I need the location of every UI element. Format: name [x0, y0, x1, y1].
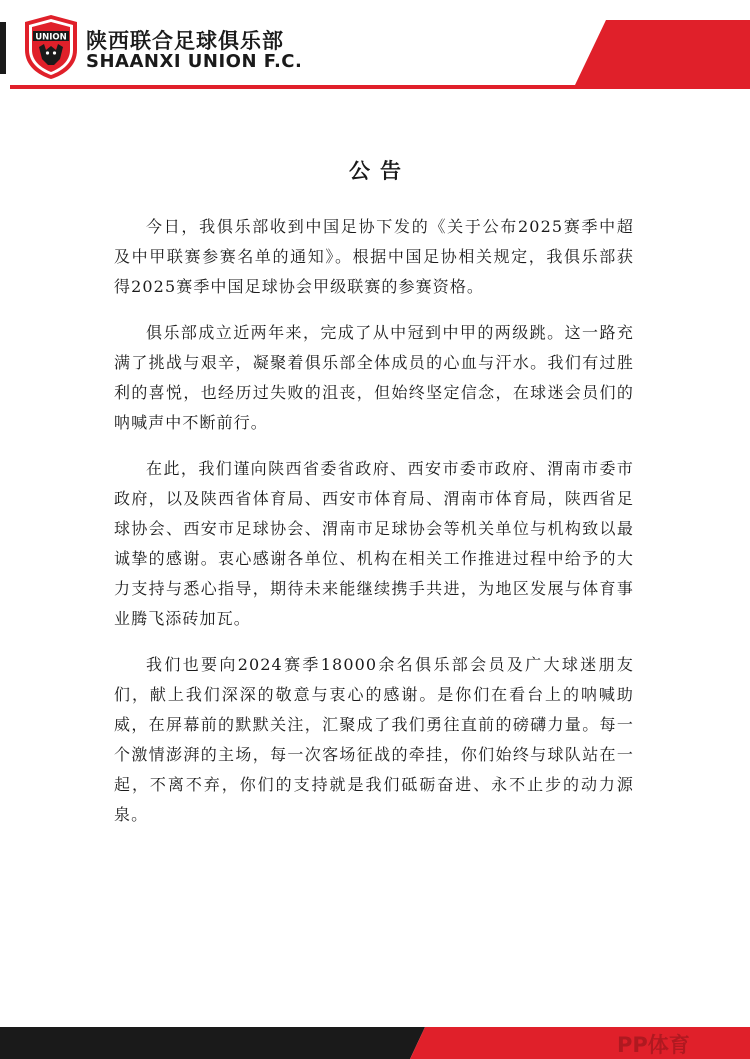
paragraph-3: 在此，我们谨向陕西省委省政府、西安市委市政府、渭南市委市政府，以及陕西省体育局、西安市体育局、渭南市体育局，陕西省足球协会、西安市足球协会、渭南市足球协会等机关单位与机构致以最诚挚的感谢。衷心感谢各单位、机构在相关工作推进过程中给予的大力支持与悉心指导，期待未来能继续携手共进，为地区发展与体育事业腾飞添砖加瓦。: [114, 459, 634, 628]
footer-dark-band: [0, 1027, 425, 1059]
header-red-line: [10, 85, 750, 89]
document-title: 公告: [349, 158, 411, 183]
footer-red-band: [410, 1027, 750, 1059]
watermark: PP体育: [617, 1033, 690, 1057]
paragraph-1: 今日，我俱乐部收到中国足协下发的《关于公布2025赛季中超及中甲联赛参赛名单的通知》。根据中国足协相关规定，我俱乐部获得2025赛季中国足球协会甲级联赛的参赛资格。: [114, 217, 634, 296]
paragraph-2: 俱乐部成立近两年来，完成了从中冠到中甲的两级跳。这一路充满了挑战与艰辛，凝聚着俱乐部全体成员的心血与汗水。我们有过胜利的喜悦，也经历过失败的沮丧，但始终坚定信念，在球迷会员们的呐喊声中不断前行。: [114, 323, 634, 432]
paragraph-4: 我们也要向2024赛季18000余名俱乐部会员及广大球迷朋友们，献上我们深深的敬意与衷心的感谢。是你们在看台上的呐喊助威，在屏幕前的默默关注，汇聚成了我们勇往直前的磅礴力量。每一个激情澎湃的主场，每一次客场征战的牵挂，你们始终与球队站在一起，不离不弃，你们的支持就是我们砥砺奋进、永不止步的动力源泉。: [114, 655, 634, 824]
header-left-bar: [0, 22, 6, 74]
announcement-body: [114, 212, 634, 830]
club-name-cn: 陕西联合足球俱乐部: [86, 29, 284, 53]
header-red-block: [575, 20, 750, 85]
crest-text: UNION: [35, 32, 67, 43]
letterhead: [0, 0, 750, 92]
club-crest-icon: [24, 14, 78, 80]
club-name-en: SHAANXI UNION F.C.: [86, 51, 303, 72]
